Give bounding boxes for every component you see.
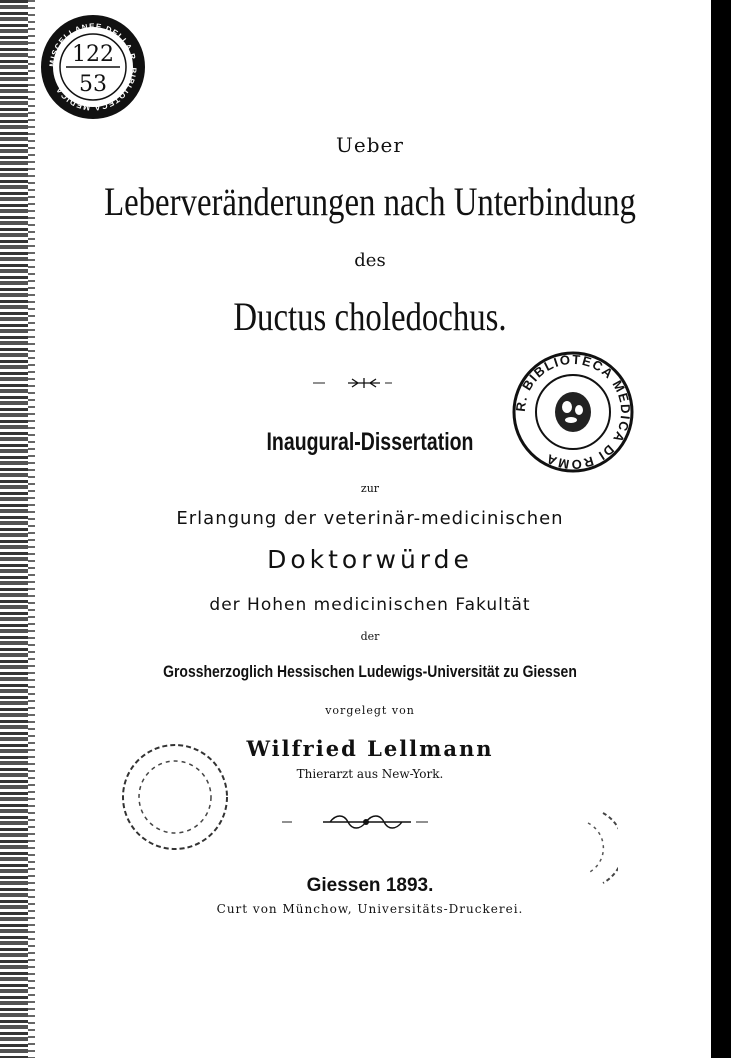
der-text: der xyxy=(360,630,380,643)
title-separator-ornament xyxy=(30,375,710,391)
title-connector: des xyxy=(354,250,386,271)
scan-left-edge xyxy=(0,0,28,1058)
university-text: Grossherzoglich Hessischen Ludewigs-Universität zu Giessen xyxy=(163,662,577,681)
pre-title: Ueber xyxy=(336,133,404,157)
main-title-line-1: Leberveränderungen nach Unterbindung xyxy=(104,179,636,224)
stamp-ring-text: MISCELLANEE DELLA R. BIBLIOTECA MEDICA xyxy=(47,21,139,113)
decorative-flourish-ornament xyxy=(30,812,710,832)
main-title-line-2: Ductus choledochus. xyxy=(233,294,507,339)
author-title: Thierarzt aus New-York. xyxy=(296,767,444,781)
thesis-type: Inaugural-Dissertation xyxy=(266,428,474,456)
author-name: Wilfried Lellmann xyxy=(246,736,494,761)
place-and-year: Giessen 1893. xyxy=(306,875,434,896)
scan-right-edge xyxy=(711,0,731,1058)
submitted-by-text: vorgelegt von xyxy=(325,704,415,717)
library-stamp-top-left xyxy=(40,14,146,120)
stamp-emblem xyxy=(555,392,591,432)
zur-text: zur xyxy=(360,482,380,495)
degree-text: Doktorwürde xyxy=(267,545,473,574)
printer-imprint: Curt von Münchow, Universitäts-Druckerei. xyxy=(216,902,524,916)
scan-left-shadow xyxy=(28,0,35,1058)
stamp-number-top: 122 xyxy=(72,42,114,67)
stamp-number-bottom: 53 xyxy=(79,72,107,97)
purpose-text: Erlangung der veterinär-medicinischen xyxy=(176,508,564,529)
faculty-text: der Hohen medicinischen Fakultät xyxy=(209,595,531,615)
stamp-right-ring-text: R. BIBLIOTECA MEDICA DI ROMA xyxy=(512,351,634,473)
